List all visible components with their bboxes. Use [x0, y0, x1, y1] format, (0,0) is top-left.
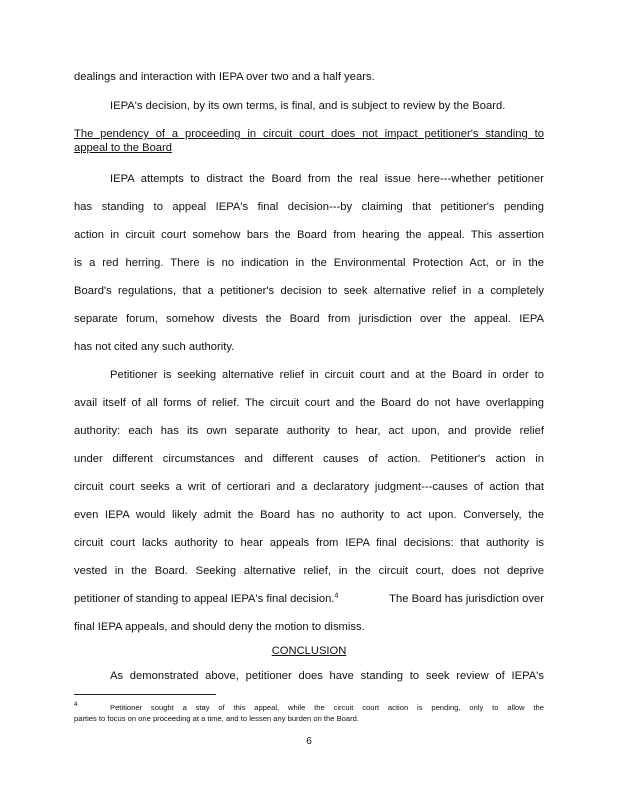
footnote-divider [74, 694, 216, 695]
para2-line-6: even IEPA would likely admit the Board has no authority to act upon. Conversely, the [74, 509, 544, 521]
page-number: 6 [306, 736, 312, 747]
para2-line-4: under different circumstances and different causes of action. Petitioner's action in [74, 453, 544, 465]
para1-line-4: is a red herring. There is no indication in the Environmental Protection Act, or in the [74, 257, 544, 269]
body-line-2: IEPA's decision, by its own terms, is final, and is subject to review by the Board. [110, 100, 506, 112]
footnote-mark: 4 [74, 701, 78, 708]
para2-line-9 [74, 592, 544, 606]
subheading-line-2: appeal to the Board [74, 142, 173, 154]
subheading-line-1: The pendency of a proceeding in circuit court does not impact petitioner's standing to [74, 128, 544, 140]
para2-line-3: authority: each has its own separate authority to hear, act upon, and provide relief [74, 425, 544, 437]
para2-line-9-text [74, 592, 338, 606]
para1-line-7: has not cited any such authority. [74, 341, 235, 353]
para2-line-8: vested in the Board. Seeking alternative relief, in the circuit court, does not deprive [74, 565, 544, 577]
para1-line-1: IEPA attempts to distract the Board from the real issue here---whether petitioner [110, 173, 544, 185]
para2-line-9-lead: petitioner of standing to appeal IEPA's final decision. [74, 593, 335, 605]
conclusion-line-1: As demonstrated above, petitioner does have standing to seek review of IEPA's [110, 670, 544, 682]
para2-line-2: avail itself of all forms of relief. The circuit court and the Board do not have overlapping [74, 397, 544, 409]
footnote-line-1: Petitioner sought a stay of this appeal, while the circuit court action is pending, only to allow the [110, 703, 544, 712]
para2-line-1: Petitioner is seeking alternative relief in circuit court and at the Board in order to [110, 369, 544, 381]
body-line-1: dealings and interaction with IEPA over two and a half years. [74, 71, 375, 83]
para2-line-5: circuit court seeks a writ of certiorari and a declaratory judgment---causes of action that [74, 481, 544, 493]
conclusion-heading: CONCLUSION [271, 645, 347, 657]
para2-line-10: final IEPA appeals, and should deny the motion to dismiss. [74, 621, 365, 633]
para1-line-5: Board's regulations, that a petitioner's decision to seek alternative relief in a completely [74, 285, 544, 297]
footnote-line-2: parties to focus on one proceeding at a time, and to lessen any burden on the Board. [74, 714, 359, 723]
para2-line-7: circuit court lacks authority to hear appeals from IEPA final decisions: that authority is [74, 537, 544, 549]
footnote-reference: 4 [334, 592, 339, 600]
para1-line-3: action in circuit court somehow bars the Board from hearing the appeal. This assertion [74, 229, 544, 241]
para1-line-2: has standing to appeal IEPA's final decision---by claiming that petitioner's pending [74, 201, 544, 213]
para1-line-6: separate forum, somehow divests the Board from jurisdiction over the appeal. IEPA [74, 313, 544, 325]
para2-line-9-tail: The Board has jurisdiction over [389, 593, 544, 605]
